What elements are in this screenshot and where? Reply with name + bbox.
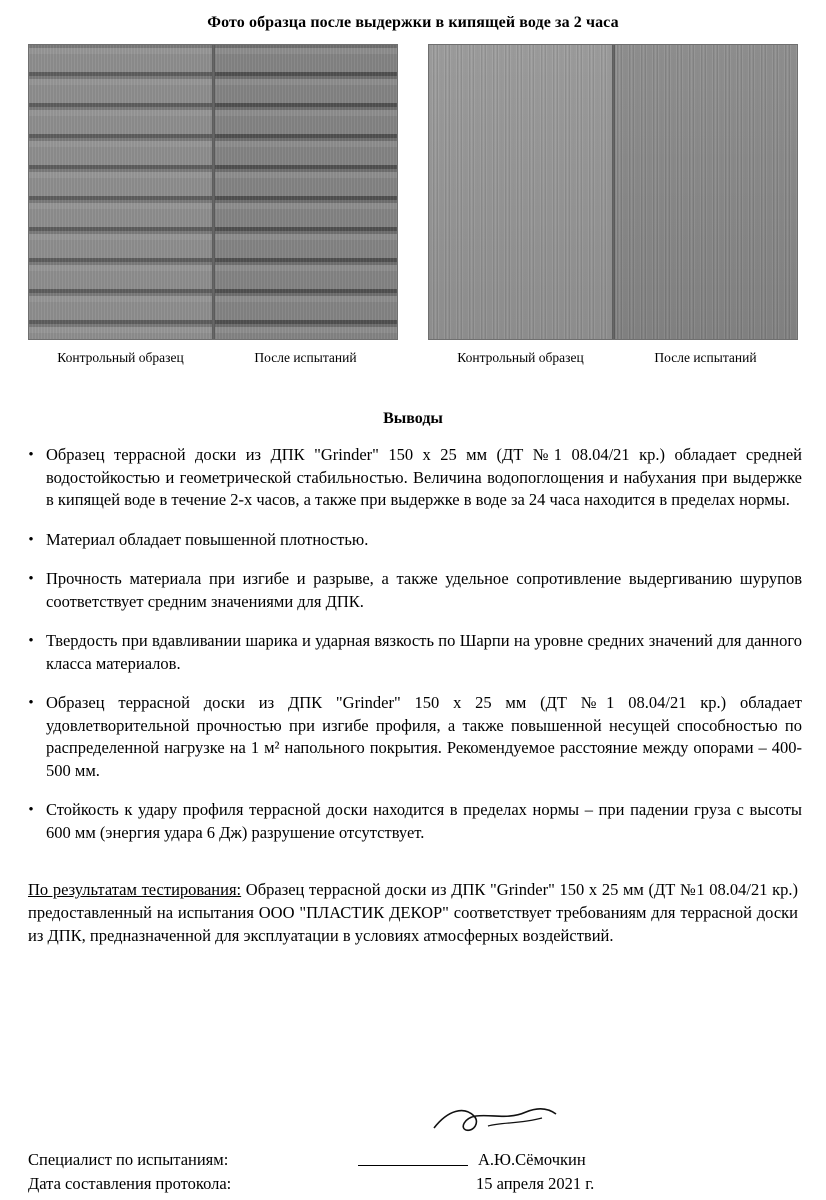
bullet-icon: •	[28, 531, 34, 548]
signature-row-date	[28, 1172, 798, 1196]
handwritten-signature-icon	[430, 1102, 560, 1138]
photo-image-smooth	[428, 44, 798, 340]
list-item-text: Образец террасной доски из ДПК "Grinder" 150 х 25 мм (ДТ №1 08.04/21 кр.) обладает удовлетворительной прочностью при изгибе профиля, а также повышенной несущей способностью по распределенной нагрузке на 1 м² напольного покрытия. Рекомендуемое расстояние между опорами – 400-500 мм.	[46, 693, 802, 780]
conclusions-heading: Выводы	[383, 410, 443, 427]
list-item-text: Твердость при вдавливании шарика и ударная вязкость по Шарпи на уровне средних значений для данного класса материалов.	[46, 631, 802, 673]
specialist-name: А.Ю.Сёмочкин	[478, 1150, 586, 1169]
caption-tested-left: После испытаний	[254, 350, 357, 365]
photo-seam	[612, 45, 615, 339]
signature-row-specialist	[28, 1148, 798, 1172]
conclusions-list	[16, 444, 802, 844]
list-item-text: Образец террасной доски из ДПК "Grinder" 150 х 25 мм (ДТ №1 08.04/21 кр.) обладает средней водостойкостью и геометрической стабильностью. Величина водопоглощения и набухания при выдержке в кипящей воде в течение 2-х часов, а также при выдержке в воде за 24 часа находится в пределах нормы.	[46, 445, 802, 509]
photo-seam	[212, 45, 215, 339]
photo-image-ribbed	[28, 44, 398, 340]
list-item	[16, 630, 802, 675]
photo-half-control	[429, 45, 613, 339]
list-item	[16, 799, 802, 844]
photo-half-control	[29, 45, 213, 339]
list-item-text: Материал обладает повышенной плотностью.	[46, 529, 369, 549]
photo-half-tested	[213, 45, 397, 339]
list-item-text: Прочность материала при изгибе и разрыве, а также удельное сопротивление выдергиванию шурупов соответствует средним значениями для ДПК.	[46, 569, 802, 611]
list-item	[16, 529, 802, 552]
specialist-label: Специалист по испытаниям:	[28, 1150, 229, 1169]
page-title: Фото образца после выдержки в кипящей воде за 2 часа	[207, 14, 619, 31]
caption-control-right: Контрольный образец	[457, 350, 584, 365]
result-paragraph	[28, 878, 798, 947]
list-item-text: Стойкость к удару профиля террасной доски находится в пределах нормы – при падении груза с высоты 600 мм (энергия удара 6 Дж) разрушение отсутствует.	[46, 800, 802, 842]
photo-captions-ribbed	[28, 350, 398, 366]
bullet-icon: •	[28, 571, 34, 587]
photo-gallery	[28, 44, 798, 366]
result-body: Образец террасной доски из ДПК "Grinder" 150 х 25 мм (ДТ №1 08.04/21 кр.) предоставленный на испытания ООО "ПЛАСТИК ДЕКОР" соответствует требованиям для террасной доски из ДПК, предназначенной для эксплуатации в условиях атмосферных воздействий.	[28, 880, 799, 945]
caption-tested-right: После испытаний	[654, 350, 757, 365]
photo-block-smooth	[428, 44, 798, 366]
date-label: Дата составления протокола:	[28, 1174, 232, 1193]
bullet-icon: •	[28, 633, 34, 649]
signature-block	[0, 1148, 826, 1196]
photo-captions-smooth	[428, 350, 798, 366]
caption-control-left: Контрольный образец	[57, 350, 184, 365]
bullet-icon: •	[28, 447, 34, 463]
date-value: 15 апреля 2021 г.	[476, 1174, 595, 1193]
bullet-icon: •	[28, 802, 34, 818]
result-lead: По результатам тестирования:	[28, 880, 242, 899]
photo-block-ribbed	[28, 44, 398, 366]
list-item	[16, 692, 802, 782]
list-item	[16, 444, 802, 512]
bullet-icon: •	[28, 695, 34, 711]
list-item	[16, 568, 802, 613]
photo-half-tested	[613, 45, 797, 339]
signature-line	[358, 1148, 468, 1166]
